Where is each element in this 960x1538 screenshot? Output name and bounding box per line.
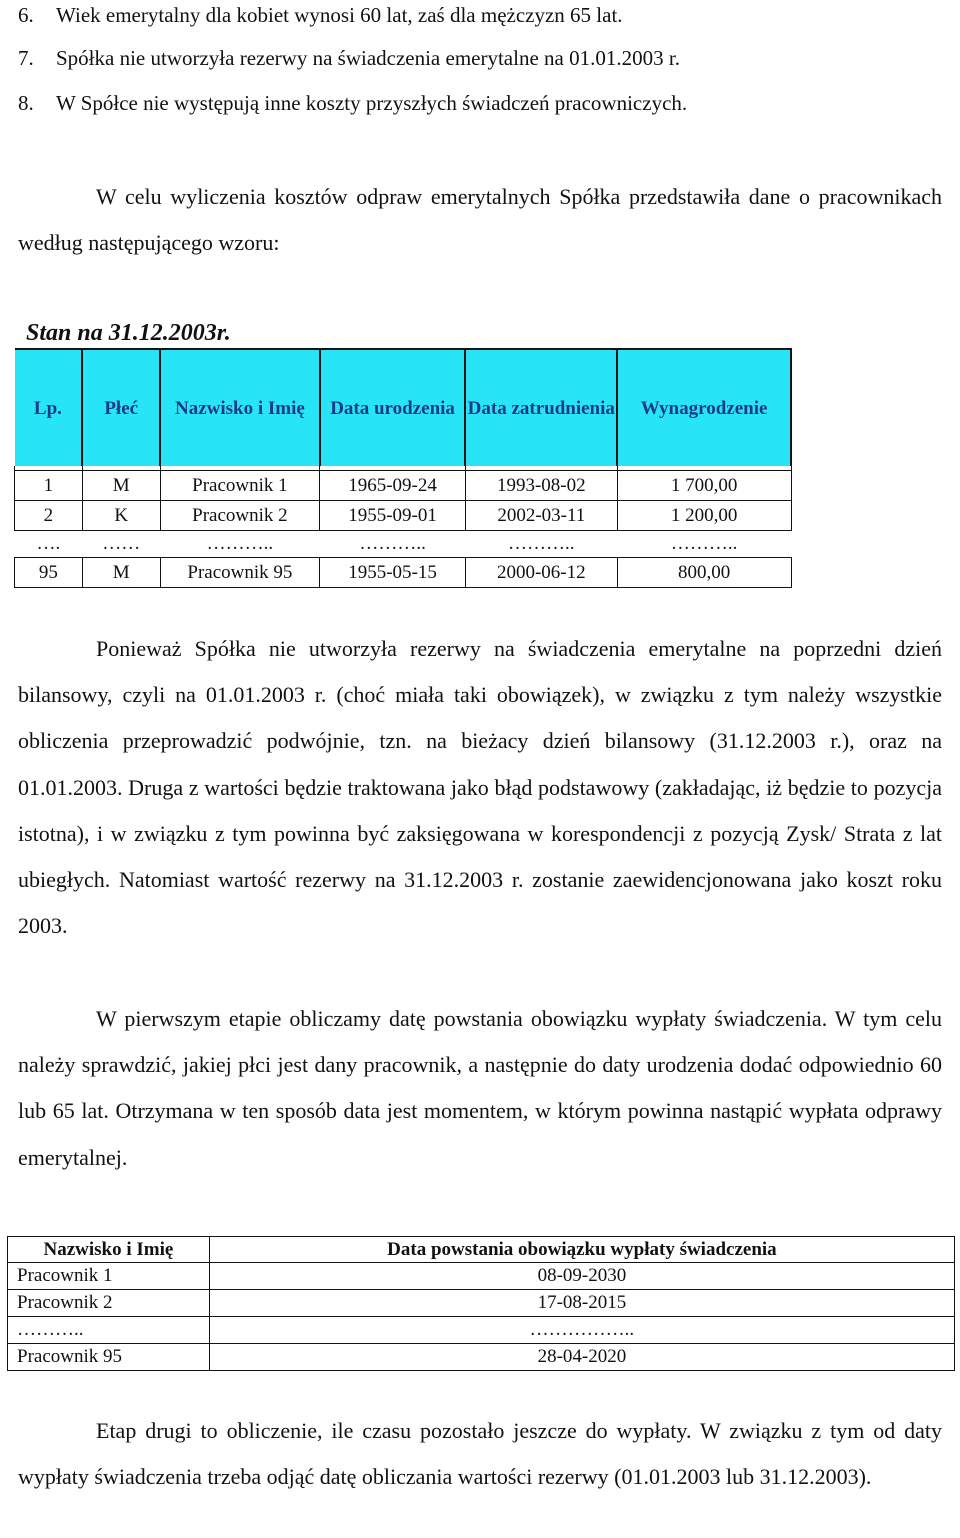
table-row: Pracownik 1 08-09-2030	[8, 1263, 955, 1290]
table1-subtitle: Stan na 31.12.2003r.	[26, 320, 231, 346]
col-header: Data zatrudnienia	[465, 349, 617, 466]
table-row: 2 K Pracownik 2 1955-09-01 2002-03-11 1 200,00	[15, 501, 792, 531]
table-row: 1 M Pracownik 1 1965-09-24 1993-08-02 1 700,00	[15, 471, 792, 501]
payout-date-table	[7, 1236, 955, 1371]
col-header: Nazwisko i Imię	[8, 1237, 210, 1263]
body-paragraph: Etap drugi to obliczenie, ile czasu pozostało jeszcze do wypłaty. W związku z tym od daty wypłaty świadczenia trzeba odjąć datę obliczania wartości rezerwy (01.01.2003 lub 31.12.2003).	[18, 1418, 942, 1490]
col-header: Lp.	[15, 349, 83, 466]
table-row: ……….. ……………..	[8, 1317, 955, 1344]
list-item: 8. W Spółce nie występują inne koszty przyszłych świadczeń pracowniczych.	[18, 91, 688, 115]
list-item: 6. Wiek emerytalny dla kobiet wynosi 60 lat, zaś dla mężczyzn 65 lat.	[18, 3, 623, 27]
table-header-row	[15, 349, 792, 466]
table-row: Pracownik 2 17-08-2015	[8, 1290, 955, 1317]
col-header: Wynagrodzenie	[617, 349, 791, 466]
table-row: …. …… ……….. ……….. ……….. ………..	[36, 533, 738, 554]
table-row: 95 M Pracownik 95 1955-05-15 2000-06-12 800,00	[15, 558, 792, 588]
body-paragraph: Ponieważ Spółka nie utworzyła rezerwy na świadczenia emerytalne na poprzedni dzień bilansowy, czyli na 01.01.2003 r. (choć miała taki obowiązek), w związku z tym należy wszystkie obliczenia przeprowadzić podwójnie, tzn. na bieżacy dzień bilansowy (31.12.2003 r.), oraz na 01.01.2003. Druga z wartości będzie traktowana jako błąd podstawowy (zakładając, iż będzie to pozycja istotna), i w związku z tym powinna być zaksięgowana w korespondencji z pozycją Zysk/ Strata z lat ubiegłych. Natomiast wartość rezerwy na 31.12.2003 r. zostanie zaewidencjonowana jako koszt roku 2003.	[18, 636, 942, 939]
intro-paragraph: W celu wyliczenia kosztów odpraw emerytalnych Spółka przedstawiła dane o pracownikach według następującego wzoru:	[18, 184, 942, 256]
col-header: Data powstania obowiązku wypłaty świadczenia	[209, 1237, 954, 1263]
table-row: Pracownik 95 28-04-2020	[8, 1344, 955, 1371]
table-header-row	[8, 1237, 955, 1263]
col-header: Płeć	[82, 349, 160, 466]
body-paragraph: W pierwszym etapie obliczamy datę powstania obowiązku wypłaty świadczenia. W tym celu należy sprawdzić, jakiej płci jest dany pracownik, a następnie do daty urodzenia dodać odpowiednio 60 lub 65 lat. Otrzymana w ten sposób data jest momentem, w którym powinna nastąpić wypłata odprawy emerytalnej.	[18, 1006, 942, 1170]
employee-table	[14, 348, 792, 588]
list-item: 7. Spółka nie utworzyła rezerwy na świadczenia emerytalne na 01.01.2003 r.	[18, 46, 680, 70]
col-header: Nazwisko i Imię	[160, 349, 320, 466]
col-header: Data urodzenia	[320, 349, 466, 466]
